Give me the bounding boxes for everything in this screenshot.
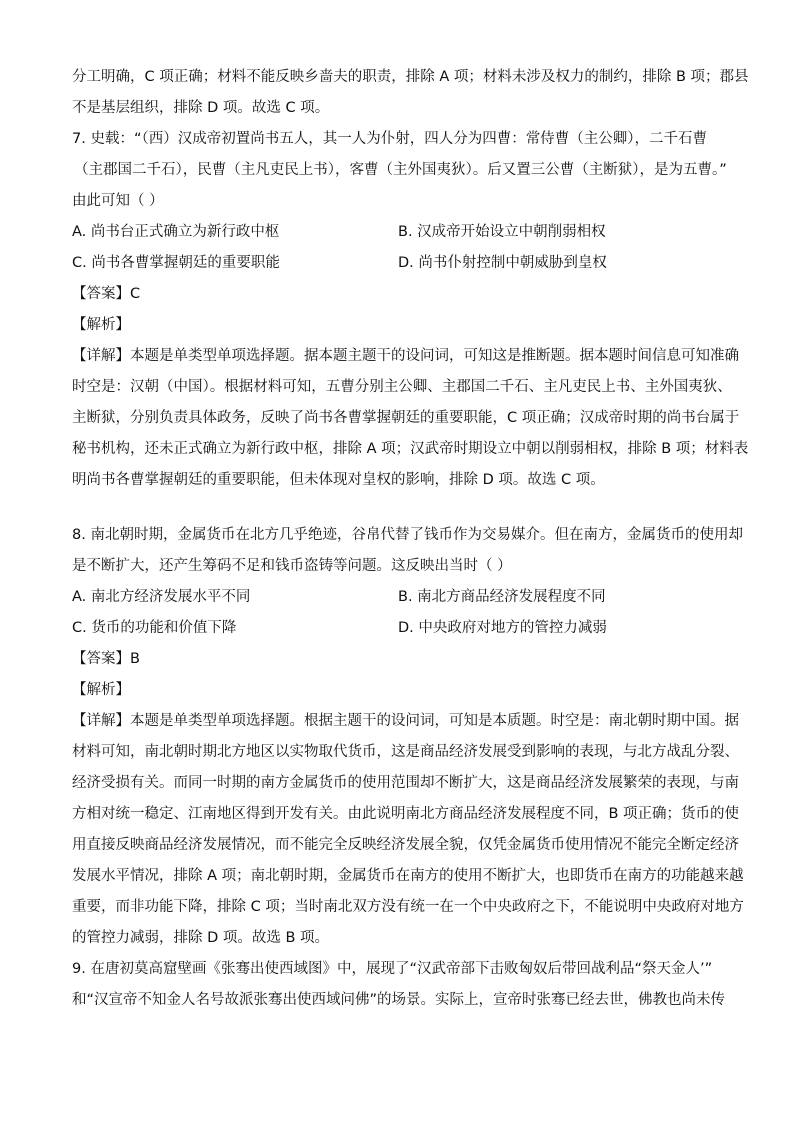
spacer: [72, 496, 724, 520]
question-stem-line: 7. 史载：“（西）汉成帝初置尚书五人，其一人为仆射，四人分为四曹：常侍曹（主公卿），二千石曹: [72, 131, 707, 147]
option-b: B. 汉成帝开始设立中朝削弱相权: [398, 224, 606, 240]
detail-line: 【详解】本题是单类型单项选择题。据本题主题干的设问词，可知这是推断题。据本题时间信息可知准确: [72, 348, 739, 364]
detail-line: 秘书机构，还未正式确立为新行政中枢，排除 A 项；汉武帝时期设立中朝以削弱相权，排除 B 项；材料表: [72, 441, 749, 457]
detail-line: 用直接反映商品经济发展情况，而不能完全反映经济发展全貌，仅凭金属货币使用情况不能完全断定经济: [72, 837, 739, 853]
option-d: D. 中央政府对地方的管控力减弱: [398, 620, 607, 636]
question-stem-line: 8. 南北朝时期，金属货币在北方几乎绝迹，谷帛代替了钱币作为交易媒介。但在南方，金属货币的使用却: [72, 527, 743, 543]
options-row: [72, 248, 724, 279]
question-7: [72, 124, 749, 496]
answer-label: 【答案】B: [72, 651, 140, 667]
option-a: A. 南北方经济发展水平不同: [72, 589, 251, 605]
detail-line: 的管控力减弱，排除 D 项。故选 B 项。: [72, 930, 330, 946]
detail-line: 材料可知，南北朝时期北方地区以实物取代货币，这是商品经济发展受到影响的表现，与北方战乱分裂、: [72, 744, 739, 760]
option-b: B. 南北方商品经济发展程度不同: [398, 589, 606, 605]
question-stem-line: 由此可知（ ）: [72, 193, 164, 209]
analysis-label: 【解析】: [72, 682, 130, 698]
option-a: A. 尚书台正式确立为新行政中枢: [72, 224, 280, 240]
text-line: 分工明确，C 项正确；材料不能反映乡啬夫的职责，排除 A 项；材料未涉及权力的制约，排除 B 项；郡县: [72, 69, 749, 85]
detail-line: 经济受损有关。而同一时期的南方金属货币的使用范围却不断扩大，这是商品经济发展繁荣的表现，与南: [72, 775, 739, 791]
detail-line: 主断狱，分别负责具体政务，反映了尚书各曹掌握朝廷的重要职能，C 项正确；汉成帝时期的尚书台属于: [72, 410, 740, 426]
detail-line: 方相对统一稳定、江南地区得到开发有关。由此说明南北方商品经济发展程度不同，B 项正确；货币的使: [72, 806, 740, 822]
question-stem-line: 9. 在唐初莫高窟壁画《张骞出使西域图》中，展现了“汉武帝部下击败匈奴后带回战利品“祭天金人’”: [72, 961, 713, 977]
text-line: 不是基层组织，排除 D 项。故选 C 项。: [72, 100, 330, 116]
options-row: [72, 582, 724, 613]
question-9: [72, 954, 724, 1016]
document-page: [72, 62, 749, 1016]
detail-line: 【详解】本题是单类型单项选择题。根据主题干的设问词，可知是本质题。时空是：南北朝时期中国。据: [72, 713, 739, 729]
option-c: C. 货币的功能和价值下降: [72, 620, 237, 636]
answer-label: 【答案】C: [72, 286, 141, 302]
option-c: C. 尚书各曹掌握朝廷的重要职能: [72, 255, 280, 271]
previous-explanation: [72, 62, 749, 124]
options-row: [72, 217, 724, 248]
detail-line: 发展水平情况，排除 A 项；南北朝时期，金属货币在南方的使用不断扩大，也即货币在南方的功能越来越: [72, 868, 744, 884]
detail-line: 时空是：汉朝（中国）。根据材料可知，五曹分别主公卿、主郡国二千石、主凡吏民上书、主外国夷狄、: [72, 379, 732, 395]
option-d: D. 尚书仆射控制中朝威胁到皇权: [398, 255, 607, 271]
options-row: [72, 613, 724, 644]
question-stem-line: 是不断扩大，还产生筹码不足和钱币盗铸等问题。这反映出当时（ ）: [72, 558, 512, 574]
detail-line: 重要，而非功能下降，排除 C 项；当时南北双方没有统一在一个中央政府之下，不能说明中央政府对地方: [72, 899, 744, 915]
analysis-label: 【解析】: [72, 317, 130, 333]
question-stem-line: （主郡国二千石），民曹（主凡吏民上书），客曹（主外国夷狄）。后又置三公曹（主断狱），是为五曹。”: [74, 162, 727, 178]
detail-line: 明尚书各曹掌握朝廷的重要职能，但未体现对皇权的影响，排除 D 项。故选 C 项。: [72, 472, 605, 488]
question-stem-line: 和“汉宣帝不知金人名号故派张骞出使西域问佛”的场景。实际上，宣帝时张骞已经去世，佛教也尚未传: [72, 992, 726, 1008]
question-8: [72, 520, 744, 954]
